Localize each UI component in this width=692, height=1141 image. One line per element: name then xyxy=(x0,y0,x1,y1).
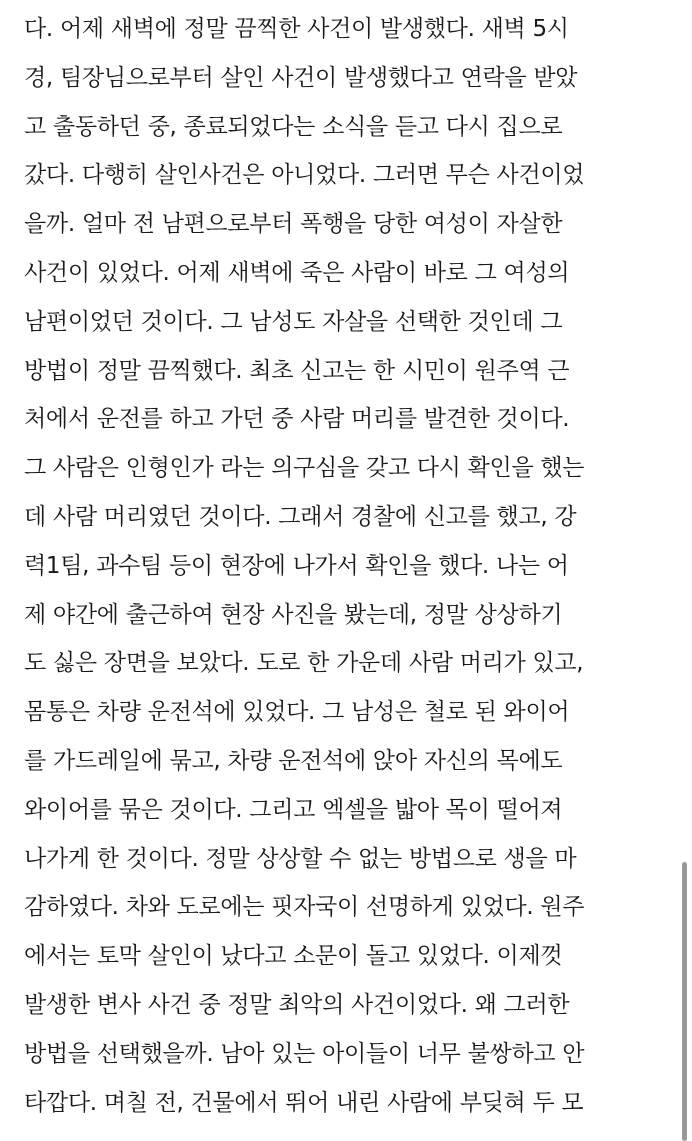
text-line: 을까. 얼마 전 남편으로부터 폭행을 당한 여성이 자살한 xyxy=(24,211,563,238)
text-line: 를 가드레일에 묶고, 차량 운전석에 앉아 자신의 목에도 xyxy=(24,748,563,774)
text-line: 경, 팀장님으로부터 살인 사건이 발생했다고 연락을 받았 xyxy=(24,64,578,91)
text-line: 갔다. 다행히 살인사건은 아니었다. 그러면 무슨 사건이었 xyxy=(24,162,585,189)
text-line: 남편이었던 것이다. 그 남성도 자살을 선택한 것인데 그 xyxy=(24,308,563,335)
text-line: 에서는 토막 살인이 났다고 소문이 돌고 있었다. 이제껏 xyxy=(24,943,563,970)
text-line: 타깝다. 며칠 전, 건물에서 뛰어 내린 사람에 부딪혀 두 모 xyxy=(24,1089,584,1116)
text-line: 고 출동하던 중, 종료되었다는 소식을 듣고 다시 집으로 xyxy=(24,113,563,140)
text-line: 감하였다. 차와 도로에는 핏자국이 선명하게 있었다. 원주 xyxy=(24,894,585,921)
text-line: 와이어를 묶은 것이다. 그리고 엑셀을 밟아 목이 떨어져 xyxy=(24,796,563,823)
text-line: 다. 어제 새벽에 정말 끔찍한 사건이 발생했다. 새벽 5시 xyxy=(24,16,569,42)
text-line: 방법을 선택했을까. 남아 있는 아이들이 너무 불쌍하고 안 xyxy=(24,1040,585,1067)
text-line: 나가게 한 것이다. 정말 상상할 수 없는 방법으로 생을 마 xyxy=(24,845,577,872)
text-line: 몸통은 차량 운전석에 있었다. 그 남성은 철로 된 와이어 xyxy=(24,699,570,726)
text-line: 방법이 정말 끔찍했다. 최초 신고는 한 시민이 원주역 근 xyxy=(24,357,570,384)
text-line: 그 사람은 인형인가 라는 의구심을 갖고 다시 확인을 했는 xyxy=(24,455,585,482)
text-line: 데 사람 머리였던 것이다. 그래서 경찰에 신고를 했고, 강 xyxy=(24,504,577,530)
text-line: 처에서 운전를 하고 가던 중 사람 머리를 발견한 것이다. xyxy=(24,406,570,433)
text-line: 발생한 변사 사건 중 정말 최악의 사건이었다. 왜 그러한 xyxy=(24,992,570,1018)
text-line: 도 싫은 장면을 보았다. 도로 한 가운데 사람 머리가 있고, xyxy=(24,650,584,677)
text-line: 력1팀, 과수팀 등이 현장에 나가서 확인을 했다. 나는 어 xyxy=(24,552,569,579)
scrollbar-thumb[interactable] xyxy=(682,862,687,1141)
text-line: 사건이 있었다. 어제 새벽에 죽은 사람이 바로 그 여성의 xyxy=(24,260,570,286)
text-line: 제 야간에 출근하여 현장 사진을 봤는데, 정말 상상하기 xyxy=(24,601,563,628)
